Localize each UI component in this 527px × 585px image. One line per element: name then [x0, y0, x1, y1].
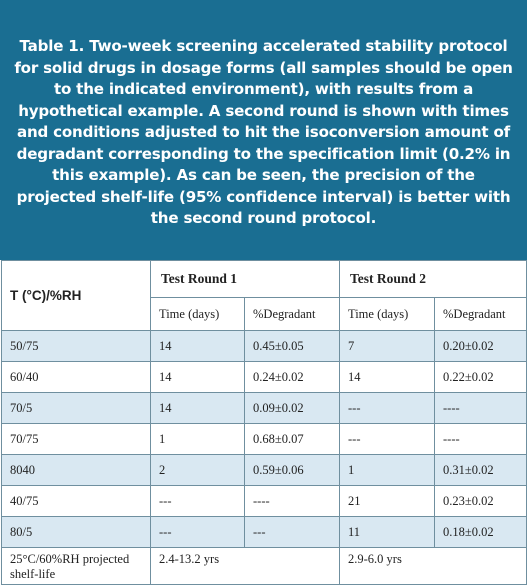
r2-time-cell: 21 [340, 486, 435, 517]
condition-cell: 60/40 [2, 362, 151, 393]
r2-degradant-header: %Degradant [435, 298, 527, 331]
r2-time-cell: 7 [340, 331, 435, 362]
stability-table [1, 260, 527, 585]
table-row [2, 393, 527, 424]
r2-time-cell: --- [340, 393, 435, 424]
r1-degradant-cell: 0.24±0.02 [245, 362, 340, 393]
footer-row [2, 548, 527, 585]
condition-cell: 50/75 [2, 331, 151, 362]
table-row [2, 455, 527, 486]
r2-degradant-cell: ---- [435, 424, 527, 455]
condition-cell: 80/5 [2, 517, 151, 548]
r2-degradant-cell: 0.31±0.02 [435, 455, 527, 486]
table-row [2, 517, 527, 548]
r2-degradant-cell: 0.23±0.02 [435, 486, 527, 517]
r1-degradant-cell: 0.45±0.05 [245, 331, 340, 362]
r1-time-cell: 14 [151, 393, 245, 424]
condition-cell: 8040 [2, 455, 151, 486]
r2-degradant-cell: 0.18±0.02 [435, 517, 527, 548]
condition-header: T (°C)/%RH [2, 261, 151, 331]
r1-time-cell: 1 [151, 424, 245, 455]
table-row [2, 362, 527, 393]
r1-time-cell: --- [151, 486, 245, 517]
r2-degradant-cell: 0.20±0.02 [435, 331, 527, 362]
r1-time-header: Time (days) [151, 298, 245, 331]
table-caption: Table 1. Two-week screening accelerated stability protocol for solid drugs in dosage forms (all samples should be open to the indicated environment), with results from a hypothetical example. A second round is shown with times and conditions adjusted to hit the isoconversion amount of degradant corresponding to the specification limit (0.2% in this example). As can be seen, the precision of the projected shelf-life (95% confidence interval) is better with the second round protocol. [0, 0, 527, 260]
r1-degradant-header: %Degradant [245, 298, 340, 331]
table-row [2, 331, 527, 362]
r2-time-cell: 11 [340, 517, 435, 548]
header-row [2, 261, 527, 298]
r1-time-cell: 14 [151, 331, 245, 362]
r1-time-cell: 2 [151, 455, 245, 486]
table-row [2, 486, 527, 517]
r2-time-cell: 14 [340, 362, 435, 393]
condition-cell: 70/5 [2, 393, 151, 424]
r2-time-cell: 1 [340, 455, 435, 486]
r1-time-cell: 14 [151, 362, 245, 393]
r2-shelf-life: 2.9-6.0 yrs [340, 548, 527, 585]
r2-time-header: Time (days) [340, 298, 435, 331]
r1-degradant-cell: 0.59±0.06 [245, 455, 340, 486]
table-row [2, 424, 527, 455]
r1-time-cell: --- [151, 517, 245, 548]
condition-cell: 70/75 [2, 424, 151, 455]
round1-header: Test Round 1 [151, 261, 340, 298]
r1-degradant-cell: 0.68±0.07 [245, 424, 340, 455]
r1-degradant-cell: ---- [245, 486, 340, 517]
r1-shelf-life: 2.4-13.2 yrs [151, 548, 340, 585]
round2-header: Test Round 2 [340, 261, 527, 298]
r2-time-cell: --- [340, 424, 435, 455]
condition-cell: 40/75 [2, 486, 151, 517]
r1-degradant-cell: 0.09±0.02 [245, 393, 340, 424]
r1-degradant-cell: --- [245, 517, 340, 548]
r2-degradant-cell: ---- [435, 393, 527, 424]
r2-degradant-cell: 0.22±0.02 [435, 362, 527, 393]
shelf-life-label: 25°C/60%RH projected shelf-life [2, 548, 151, 585]
